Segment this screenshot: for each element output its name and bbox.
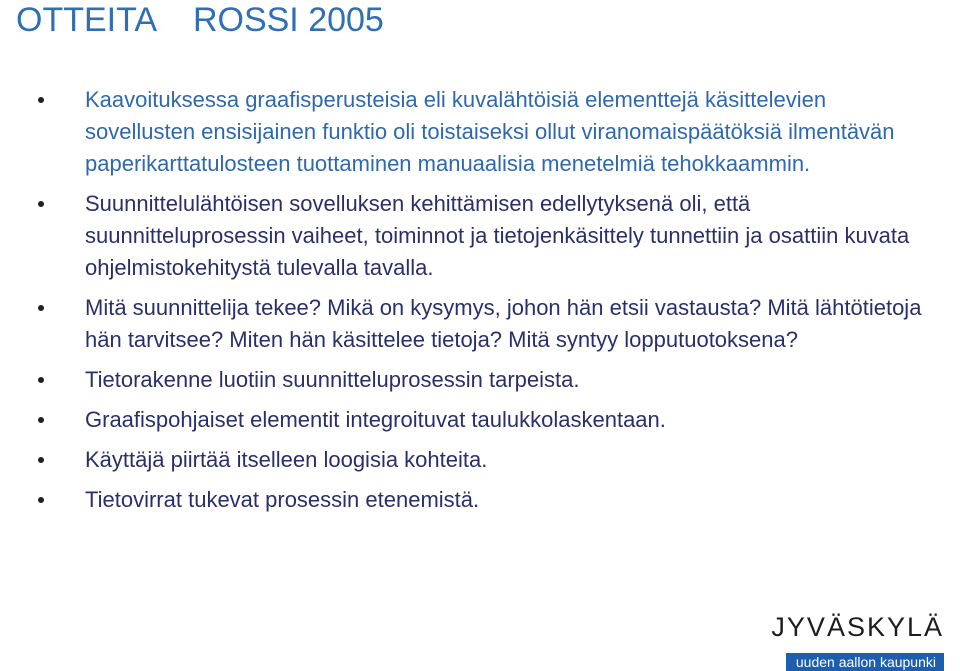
slide-title: OTTEITA ROSSI 2005: [16, 1, 384, 39]
bullet-dot-icon: [38, 97, 44, 103]
bullet-dot-icon: [38, 305, 44, 311]
bullet-dot-icon: [38, 377, 44, 383]
bullet-text: Graafispohjaiset elementit integroituvat taulukkolaskentaan.: [85, 407, 666, 432]
bullet-dot-icon: [38, 417, 44, 423]
bullet-dot-icon: [38, 201, 44, 207]
bullet-text: Tietorakenne luotiin suunnitteluprosessin tarpeista.: [85, 367, 580, 392]
city-logo: [736, 612, 944, 671]
logo-title: JYVÄSKYLÄ: [771, 612, 944, 642]
bullet-list: [38, 84, 930, 524]
bullet-item: [38, 188, 930, 284]
bullet-dot-icon: [38, 457, 44, 463]
bullet-item: [38, 84, 930, 180]
bullet-text: Suunnittelulähtöisen sovelluksen kehittämisen edellytyksenä oli, että suunnitteluprosessin vaiheet, toiminnot ja tietojenkäsittely tunnettiin ja osattiin kuvata ohjelmistokehitystä tulevalla tavalla.: [85, 191, 910, 280]
bullet-item: [38, 444, 930, 476]
bullet-text: Tietovirrat tukevat prosessin etenemistä.: [85, 487, 480, 512]
bullet-item: [38, 364, 930, 396]
bullet-item: [38, 404, 930, 436]
logo-tagline: uuden aallon kaupunki: [786, 653, 944, 671]
bullet-text: Kaavoituksessa graafisperusteisia eli kuvalähtöisiä elementtejä käsittelevien sovellusten ensisijainen funktio oli toistaiseksi ollut viranomaispäätöksiä ilmentävän paperikarttatulosteen tuottaminen manuaalisia menetelmiä tehokkaammin.: [85, 87, 895, 176]
bullet-item: [38, 292, 930, 356]
bullet-item: [38, 484, 930, 516]
bullet-text: Käyttäjä piirtää itselleen loogisia kohteita.: [85, 447, 488, 472]
bullet-text: Mitä suunnittelija tekee? Mikä on kysymys, johon hän etsii vastausta? Mitä lähtötietoja hän tarvitsee? Miten hän käsittelee tietoja? Mitä syntyy lopputuotoksena?: [85, 295, 922, 352]
bullet-dot-icon: [38, 497, 44, 503]
